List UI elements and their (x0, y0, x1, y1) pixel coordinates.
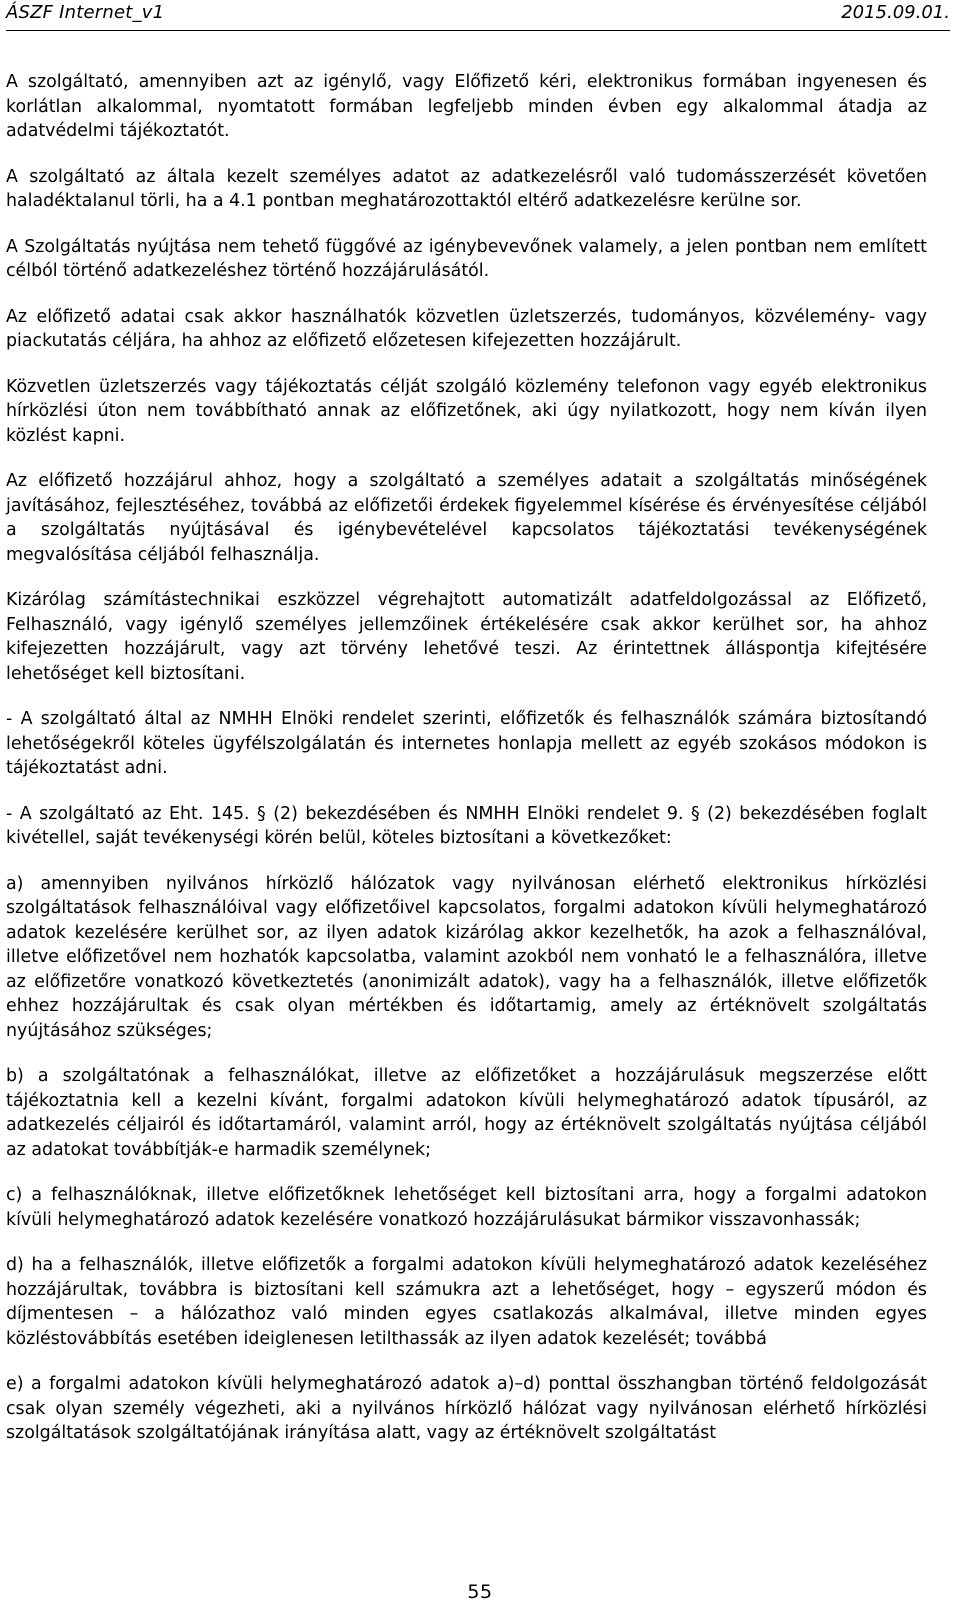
page-header (6, 0, 950, 31)
document-body (6, 70, 927, 1467)
paragraph-3: A Szolgáltatás nyújtása nem tehető függővé az igénybevevőnek valamely, a jelen pontban nem említett célból történő adatkezeléshez történő hozzájárulásától. (6, 236, 927, 281)
paragraph-6: Az előfizető hozzájárul ahhoz, hogy a szolgáltató a személyes adatait a szolgáltatás minőségének javításához, fejlesztéséhez, továbbá az előfizetői érdekek figyelemmel kísérése és érvényesítése céljából a szolgáltatás nyújtásával és igénybevételével kapcsolatos tájékoztatási tevékenységének megvalósítása céljából felhasználja. (6, 471, 927, 565)
list-item-d: d) ha a felhasználók, illetve előfizetők a forgalmi adatokon kívüli helymeghatározó adatok kezeléséhez hozzájárultak, továbbra is biztosítani kell számukra azt a lehetőséget, hogy – egyszerű módon és díjmentesen – a hálózathoz való minden egyes csatlakozás alkalmával, illetve minden egyes közléstovábbítás esetében ideiglenesen letilthassák az ilyen adatok kezelését; továbbá (6, 1255, 927, 1349)
paragraph-1: A szolgáltató, amennyiben azt az igénylő, vagy Előfizető kéri, elektronikus formában ingyenesen és korlátlan alkalommal, nyomtatott formában legfeljebb minden évben egy alkalommal átadja az adatvédelmi tájékoztatót. (6, 72, 927, 141)
paragraph-5: Közvetlen üzletszerzés vagy tájékoztatás célját szolgáló közlemény telefonon vagy egyéb elektronikus hírközlési úton nem továbbítható annak az előfizetőnek, aki úgy nyilatkozott, hogy nem kíván ilyen közlést kapni. (6, 376, 927, 446)
page-number: 55 (467, 1581, 493, 1603)
list-item-c: c) a felhasználóknak, illetve előfizetőknek lehetőséget kell biztosítani arra, hogy a forgalmi adatokon kívüli helymeghatározó adatok kezelésére vonatkozó hozzájárulásukat bármikor visszavonhassák; (6, 1185, 927, 1230)
list-item-e: e) a forgalmi adatokon kívüli helymeghatározó adatok a)–d) ponttal összhangban történő feldolgozását csak olyan személy végezheti, aki a nyilvános hírközlő hálózat vagy nyilvánosan elérhető hírközlési szolgáltatások szolgáltatójának irányítása alatt, vagy az értéknövelt szolgáltatást (6, 1374, 927, 1443)
header-date: 2015.09.01. (841, 2, 950, 23)
paragraph-8: - A szolgáltató által az NMHH Elnöki rendelet szerinti, előfizetők és felhasználók számára biztosítandó lehetőségekről köteles ügyfélszolgálatán és internetes honlapja mellett az egyéb szokásos módokon is tájékoztatást adni. (6, 709, 927, 778)
paragraph-7: Kizárólag számítástechnikai eszközzel végrehajtott automatizált adatfeldolgozással az Előfizető, Felhasználó, vagy igénylő személyes jellemzőinek értékelésére csak akkor kerülhet sor, ha ahhoz kifejezetten hozzájárult, vagy azt törvény lehetővé teszi. Az érintettnek álláspontja kifejtésére lehetőséget kell biztosítani. (6, 590, 927, 684)
paragraph-9: - A szolgáltató az Eht. 145. § (2) bekezdésében és NMHH Elnöki rendelet 9. § (2) bekezdésében foglalt kivétellel, saját tevékenységi körén belül, köteles biztosítani a következőket: (6, 803, 927, 848)
header-document-title: ÁSZF Internet_v1 (6, 2, 165, 23)
list-item-b: b) a szolgáltatónak a felhasználókat, illetve az előfizetőket a hozzájárulásuk megszerzése előtt tájékoztatnia kell a kezelni kívánt, forgalmi adatokon kívüli helymeghatározó adatok típusáról, az adatkezelés céljairól és időtartamáról, valamint arról, hogy az értéknövelt szolgáltatás nyújtása céljából az adatokat továbbítják-e harmadik személynek; (6, 1066, 927, 1160)
paragraph-2: A szolgáltató az általa kezelt személyes adatot az adatkezelésről való tudomásszerzését követően haladéktalanul törli, ha a 4.1 pontban meghatározottaktól eltérő adatkezelésre kerülne sor. (6, 166, 927, 211)
paragraph-4: Az előfizető adatai csak akkor használhatók közvetlen üzletszerzés, tudományos, közvélemény- vagy piackutatás céljára, ha ahhoz az előfizető előzetesen kifejezetten hozzájárult. (6, 306, 927, 351)
list-item-a: a) amennyiben nyilvános hírközlő hálózatok vagy nyilvánosan elérhető elektronikus hírközlési szolgáltatások felhasználóival vagy előfizetőivel kapcsolatos, forgalmi adatokon kívüli helymeghatározó adatok kezelésére kerülhet sor, az ilyen adatok kizárólag akkor kezelhetők, ha azok a felhasználóval, illetve előfizetővel nem hozhatók kapcsolatba, valamint azokból nem vonható le a felhasználóra, illetve az előfizetőre vonatkozó következtetés (anonimizált adatok), vagy ha a felhasználók, illetve előfizetők ehhez hozzájárultak és csak olyan mértékben és időtartamig, amely az értéknövelt szolgáltatás nyújtásához szükséges; (6, 873, 927, 1041)
